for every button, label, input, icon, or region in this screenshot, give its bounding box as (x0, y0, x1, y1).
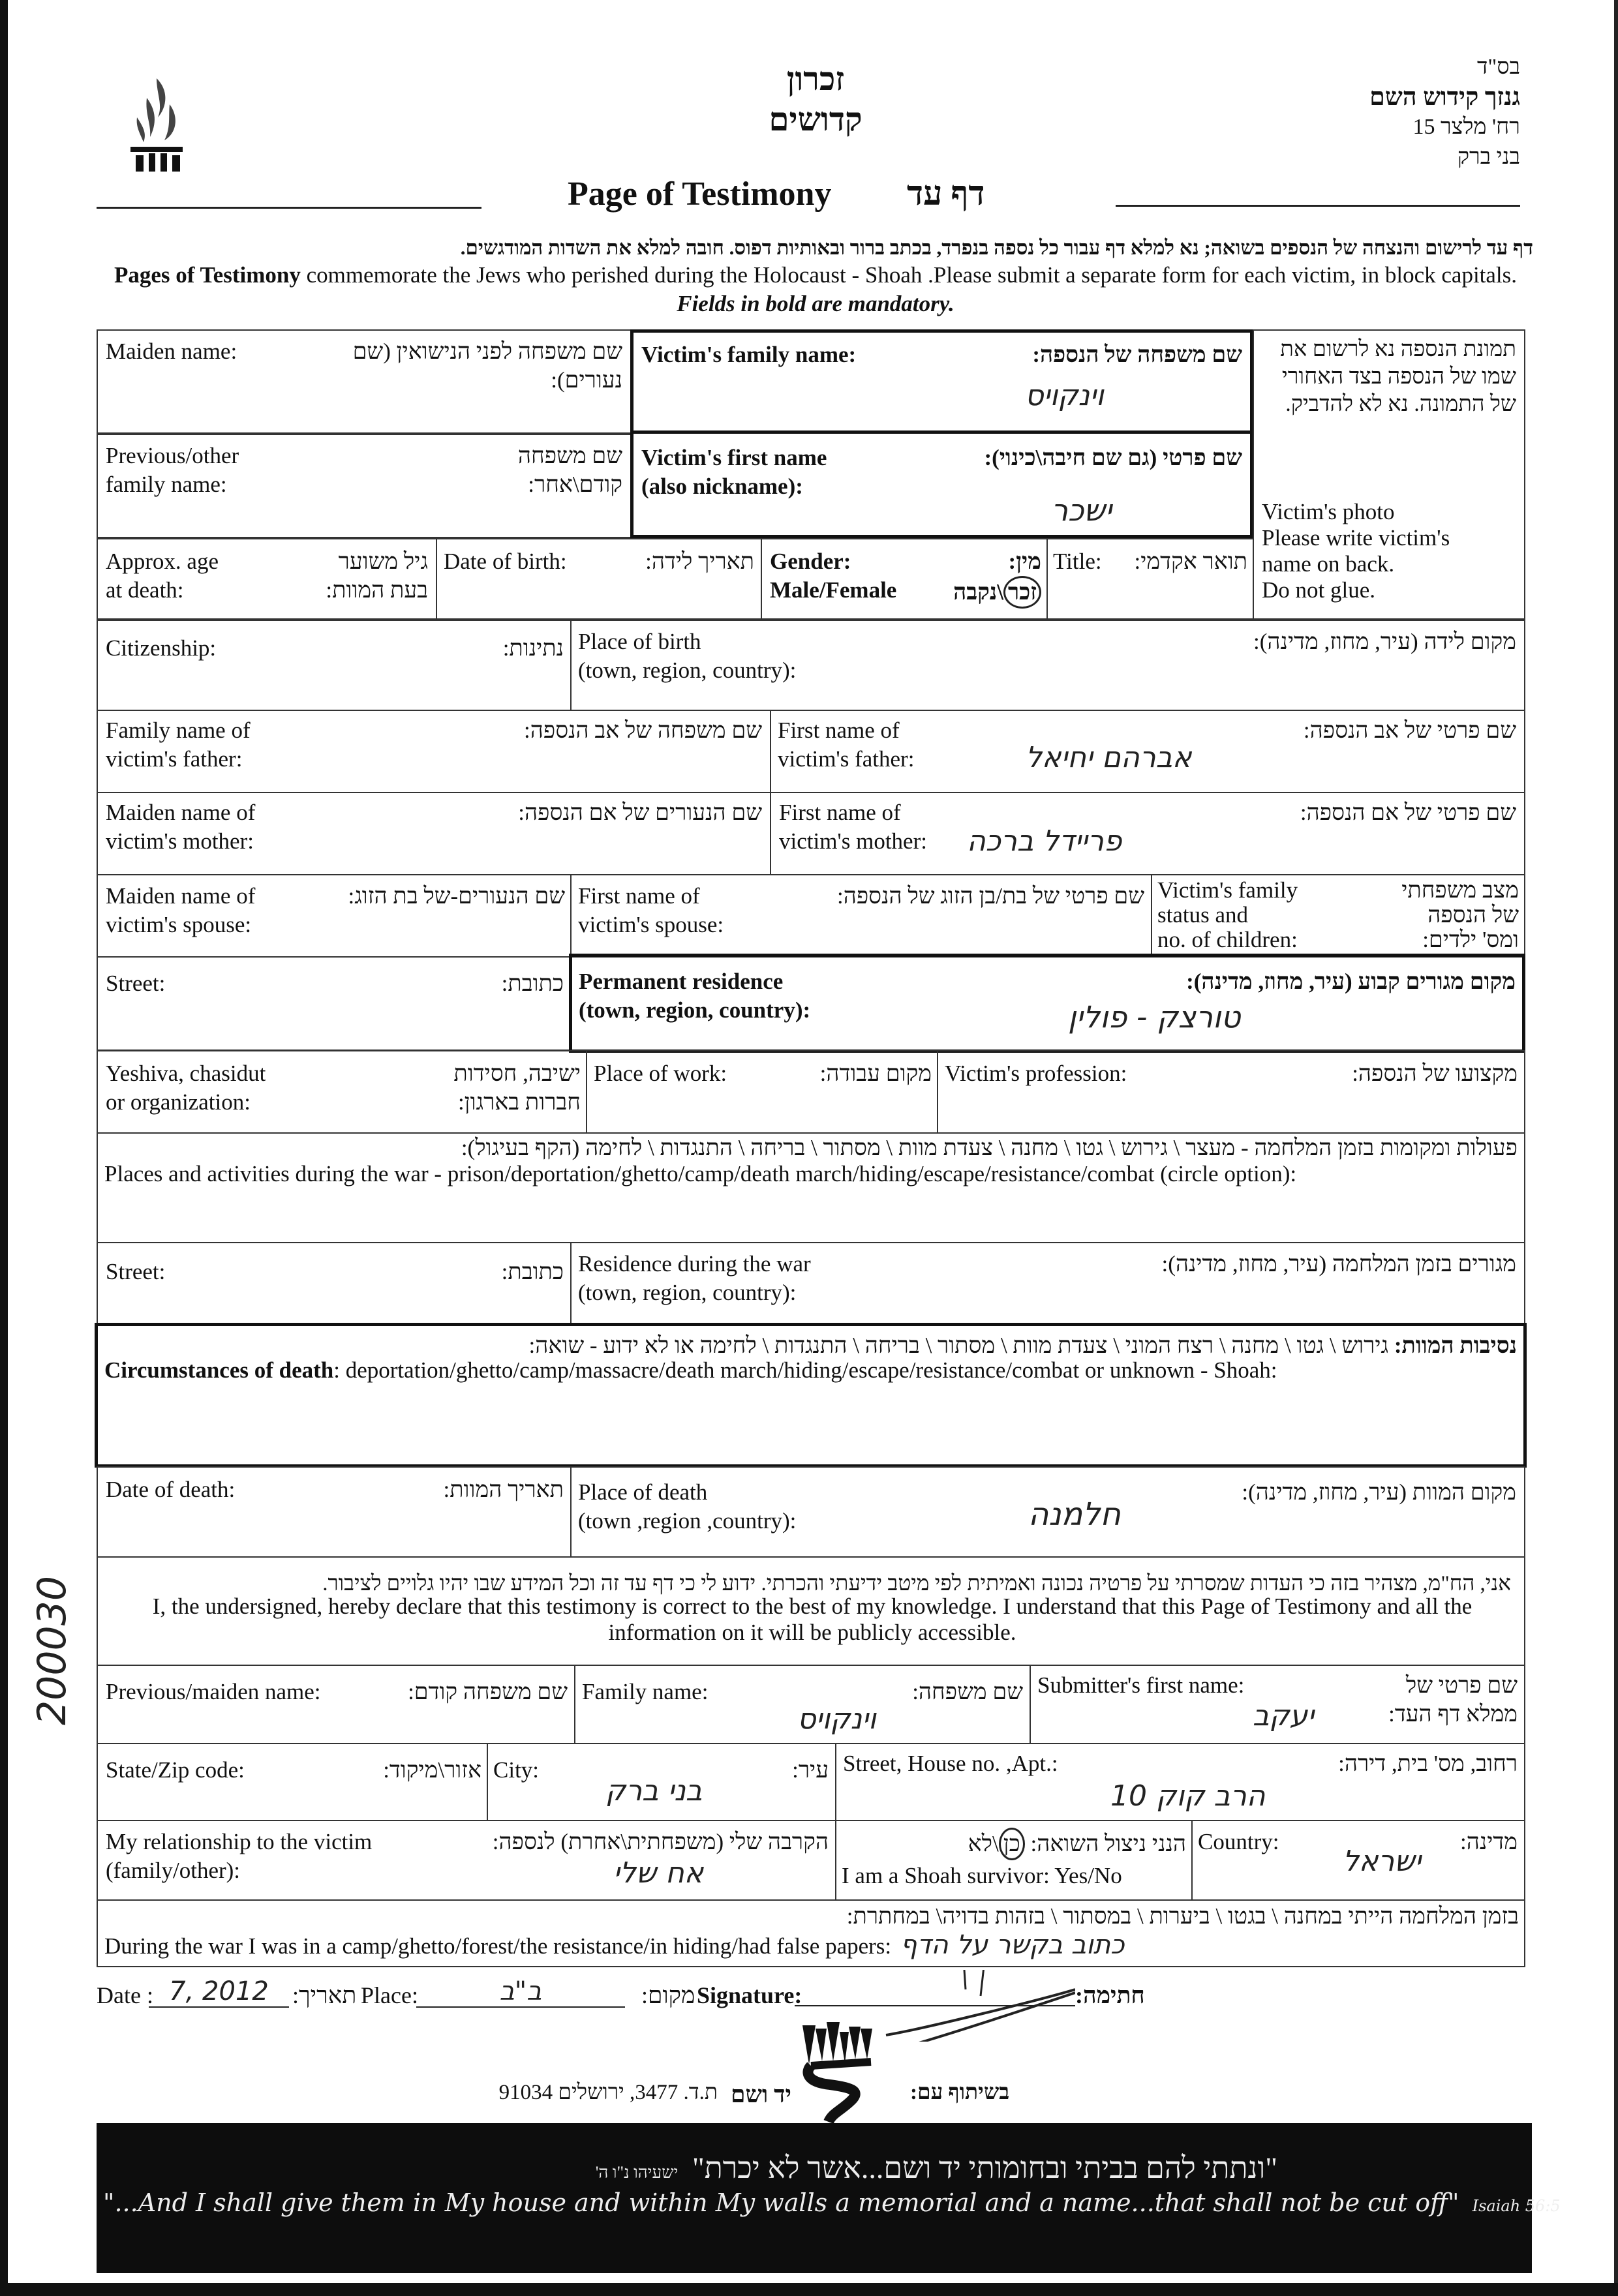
header-rule-right (1116, 205, 1520, 207)
place-of-birth-field[interactable]: Place of birth (town, region, country): מקום לידה (עיר, מחוז, מדינה): (570, 620, 1525, 711)
yad-vashem-logo (799, 2019, 878, 2123)
submitter-family-name-field[interactable]: Family name: שם משפחה: וינקויס (574, 1665, 1031, 1744)
header-rule-left (97, 207, 481, 209)
signature-input[interactable] (795, 1976, 1075, 2006)
maiden-name-field[interactable]: Maiden name: שם משפחה לפני הנישואין (שם נעורים): (97, 329, 632, 434)
title-field[interactable]: Title: תואר אקדמי: (1046, 538, 1254, 620)
mother-maiden-name-field[interactable]: Maiden name of victim's mother: שם הנעורים של אם הנספה: (97, 792, 771, 875)
during-war-value: כתוב בקשר על הדף (900, 1930, 1125, 1960)
scan-border-right (1614, 0, 1618, 2296)
submitter-zip-field[interactable]: State/Zip code: אזור\מיקוד: (97, 1743, 488, 1821)
victim-first-name-value: ישכר (1051, 492, 1112, 528)
footer-bottom-bar (0, 2283, 1618, 2296)
place-of-death-field[interactable]: Place of death (town ,region ,country): מקום המוות (עיר, מחוז, מדינה): חלמנה (570, 1466, 1525, 1558)
war-activities-field[interactable]: פעולות ומקומות בזמן המלחמה - מעצר \ גירוש \ גטו \ מחנה \ צעדת מוות \ מסתור \ בריחה \ התנגדות \ לחימה (הקף בעיגול): Places and activities during the war - prison/deportation/ghetto/camp/death march/hiding/escape/resistance/combat (circle option): (97, 1132, 1525, 1243)
previous-family-name-field[interactable]: Previous/other family name: שם משפחה קודם\אחר: (97, 434, 632, 538)
scan-border-left (0, 0, 8, 2296)
org-address: בס"ד גנזך קידוש השם רח' מלצר 15 בני ברק (1369, 55, 1520, 169)
submitter-city-value: בני ברק (605, 1774, 703, 1807)
mother-first-name-value: פריידל ברכה (967, 824, 1122, 858)
instructions-english: Pages of Testimony commemorate the Jews who perished during the Holocaust - Shoah .Please submit a separate form for each victim, in block capitals. Fields in bold are mandatory. (114, 262, 1518, 316)
father-family-name-field[interactable]: Family name of victim's father: שם משפחה של אב הנספה: (97, 710, 771, 793)
partner-address: ת.ד. 3477, ירושלים 91034 (498, 2081, 718, 2104)
citizenship-field[interactable]: Citizenship: נתינות: (97, 620, 572, 711)
father-first-name-field[interactable]: First name of victim's father: שם פרטי של אב הנספה: אברהם יחיאל (770, 710, 1525, 793)
submitter-street-value: הרב קוק 10 (1110, 1779, 1266, 1813)
war-street-field[interactable]: Street: כתובת: (97, 1242, 572, 1325)
place-of-work-field[interactable]: Place of work: מקום עבודה: (586, 1050, 938, 1134)
country-field[interactable]: Country: מדינה: ישראל (1191, 1820, 1525, 1901)
country-value: ישראל (1343, 1845, 1422, 1878)
victim-first-name-field[interactable]: Victim's first name (also nickname): שם פרטי (גם שם חיבה\כינוי): ישכר (630, 430, 1253, 538)
spouse-maiden-name-field[interactable]: Maiden name of victim's spouse: שם הנעורים-של בת הזוג: (97, 874, 572, 958)
flame-logo-icon (117, 72, 196, 176)
submitter-family-name-value: וינקויס (797, 1702, 877, 1736)
war-residence-field[interactable]: Residence during the war (town, region, country): מגורים בזמן המלחמה (עיר, מחוז, מדינה): (570, 1242, 1525, 1325)
partner-with: בשיתוף עם: (910, 2081, 1010, 2104)
instructions-hebrew: דף עד לרישום והנצחה של הנספים בשואה; נא למלא דף עבור כל נספה בנפרד, בכתב ברור ובאותיות דפוס. חובה למלא את השדות המודגשים. (460, 236, 1533, 259)
gender-field[interactable]: Gender: Male/Female מין: זכר\נקבה (761, 538, 1048, 620)
signature-row: Date : 7, 2012 תאריך: Place: ב"ב מקום: Signature: חתימה: (97, 1976, 1532, 2016)
submitter-city-field[interactable]: City: עיר: בני ברק (487, 1743, 836, 1821)
approx-age-field[interactable]: Approx. age at death: גיל משוער בעת המוות: (97, 538, 437, 620)
profession-field[interactable]: Victim's profession: מקצועו של הנספה: (937, 1050, 1525, 1134)
relationship-field[interactable]: My relationship to the victim (family/other): הקרבה שלי (משפחתית\אחרת) לנספה: אח שלי (97, 1820, 836, 1901)
victim-family-name-value: וינקויס (1025, 379, 1105, 412)
partner-name: יד ושם (731, 2081, 791, 2107)
victim-photo-box[interactable]: תמונת הנספה נא לרשום את שמו של הנספה בצד האחורי של התמונה. נא לא להדביק. Victim's photo Please write victim's name on back. Do not glue. (1253, 329, 1525, 620)
date-of-birth-field[interactable]: Date of birth: תאריך לידה: (436, 538, 762, 620)
footer-banner: "ונתתי להם בביתי ובחומותי יד ושם...אשר לא יכרת" ישעיהו נ"ו ה' "...And I shall give them in My house and within My walls a memorial and a name...that shall not be cut off" Isaiah 56:5 (97, 2123, 1532, 2273)
street-field[interactable]: Street: כתובת: (97, 956, 572, 1051)
memorial-title: זכרון קדושים (769, 61, 862, 138)
survivor-yes-selected[interactable]: כן (999, 1828, 1025, 1860)
date-input[interactable]: 7, 2012 (149, 1976, 289, 2008)
gender-male-selected[interactable]: זכר (1003, 576, 1041, 609)
place-input[interactable]: ב"ב (416, 1976, 625, 2008)
during-war-field[interactable]: בזמן המלחמה הייתי במחנה \ בגטו \ ביערות \ במסתור \ בזהות בדויה\ במחתרת: During the war I was in a camp/ghetto/forest/the resistance/in hiding/had false papers: כתוב בקשר על הדף (97, 1899, 1525, 1967)
date-of-death-field[interactable]: Date of death: תאריך המוות: (97, 1466, 572, 1558)
family-status-field[interactable]: Victim's family status and no. of children: מצב משפחתי של הנספה ומס' ילדים: (1151, 874, 1525, 958)
spouse-first-name-field[interactable]: First name of victim's spouse: שם פרטי של בת/בן הזוג של הנספה: (570, 874, 1152, 958)
margin-handwritten-number: 200030 (29, 1575, 75, 1725)
permanent-residence-value: טורצק - פולין (1068, 999, 1241, 1035)
submitter-street-field[interactable]: Street, House no. ,Apt.: רחוב, מס' בית, דירה: הרב קוק 10 (835, 1743, 1525, 1821)
permanent-residence-field[interactable]: Permanent residence (town, region, country): מקום מגורים קבוע (עיר, מחוז, מדינה): טורצק - פולין (569, 954, 1525, 1053)
yeshiva-field[interactable]: Yeshiva, chasidut or organization: ישיבה, חסידות חברות בארגון: (97, 1050, 587, 1134)
declaration: אני, הח"מ, מצהיר בזה כי העדות שמסרתי על פרטיה נכונה ואמיתית לפי מיטב ידיעתי והכרתי. ידוע לי כי דף עד זה וכל המידע שבו יהיו גלויים לציבור. I, the undersigned, hereby declare that this testimony is correct to the best of my knowledge. I understand that this Page of Testimony and all the information on it will be publicly accessible. (97, 1556, 1525, 1666)
submitter-first-name-field[interactable]: Submitter's first name: שם פרטי של ממלא דף העד: יעקב (1030, 1665, 1525, 1744)
victim-family-name-field[interactable]: Victim's family name: שם משפחה של הנספה: וינקויס (630, 329, 1253, 434)
survivor-field[interactable]: הנני ניצול השואה: כן\לא I am a Shoah survivor: Yes/No (835, 1820, 1193, 1901)
father-first-name-value: אברהם יחיאל (1026, 741, 1192, 774)
page-title: Page of Testimony (568, 175, 832, 213)
yad-vashem-logo-icon (799, 2019, 878, 2123)
circumstances-of-death-field[interactable]: נסיבות המוות: גירוש \ גטו \ מחנה \ רצח המוני \ צעדת מוות \ מסתור \ בריחה \ התנגדות \ לחימה או לא ידוע - שואה: Circumstances of death: deportation/ghetto/camp/massacre/death march/hiding/escape/resistance/combat or unknown - Shoah: (95, 1323, 1527, 1468)
mother-first-name-field[interactable]: First name of victim's mother: שם פרטי של אם הנספה: פריידל ברכה (770, 792, 1525, 875)
relationship-value: אח שלי (613, 1856, 704, 1890)
page-title-hebrew: דף עד (907, 175, 985, 213)
org-logo (117, 72, 196, 176)
submitter-first-name-value: יעקב (1253, 1699, 1315, 1732)
place-of-death-value: חלמנה (1028, 1496, 1121, 1533)
submitter-prev-name-field[interactable]: Previous/maiden name: שם משפחה קודם: (97, 1665, 575, 1744)
